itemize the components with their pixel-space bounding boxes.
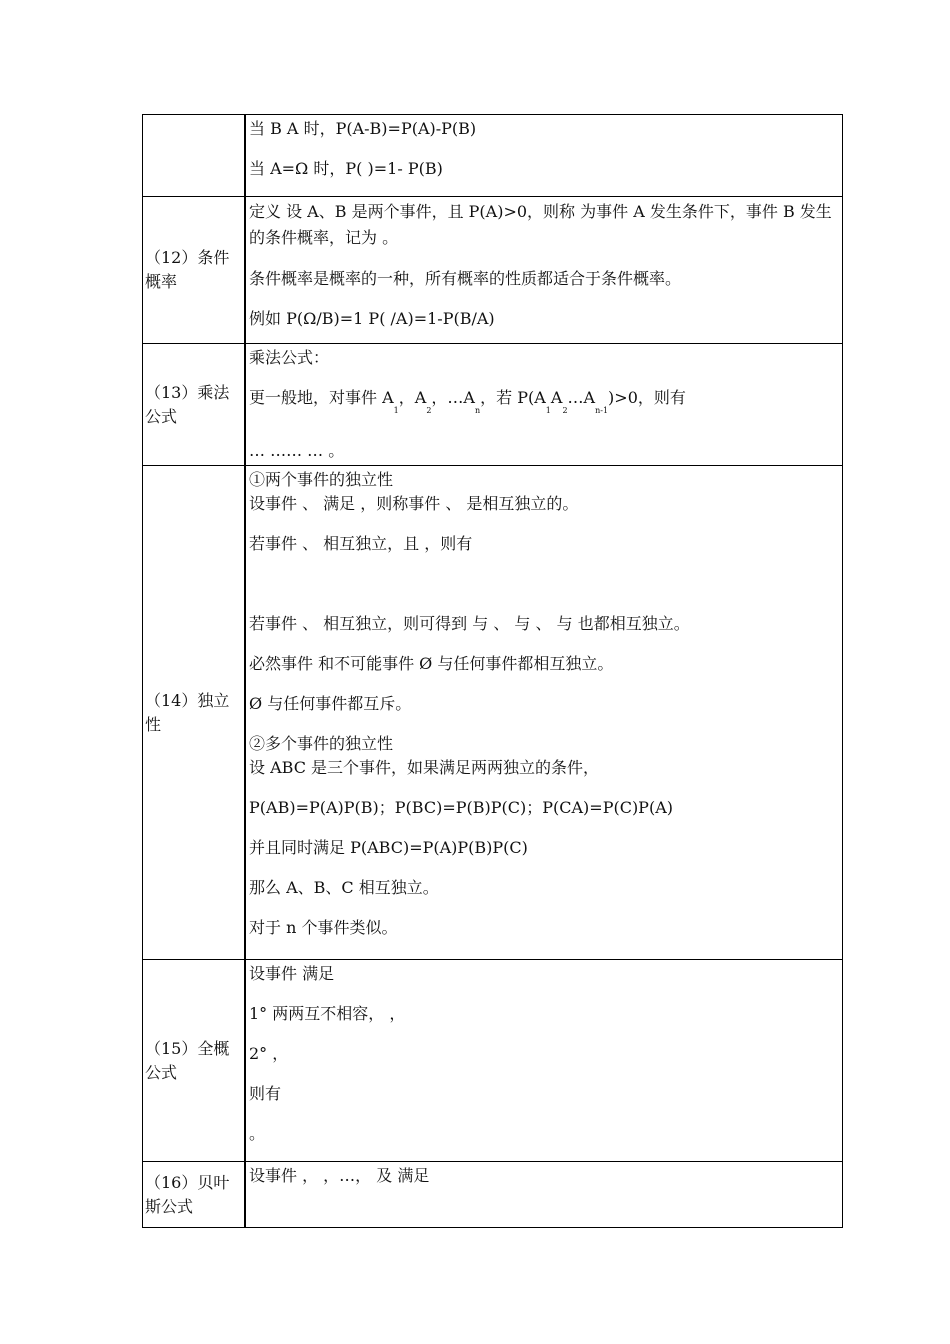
text-line: 定义 设 A、B 是两个事件，且 P(A)>0，则称 为事件 A 发生条件下，事件 B 发生的条件概率，记为 。 [249,202,832,247]
text-line: 条件概率是概率的一种，所有概率的性质都适合于条件概率。 [249,269,682,288]
table-row [143,960,843,1162]
text-line-multiplication: 更一般地，对事件 $A_1$，$A_2$，$\dots A_n$，若 $P(A_1A_2\dots A_{n-1})>0$，则有 [249,388,686,415]
row-label: （16）贝叶斯公式 [143,1162,246,1228]
text-line: 当 A=Ω 时，P( )=1- P(B) [249,159,443,178]
row-content [245,1162,843,1228]
text-line: 设事件 ， ，…， 及 满足 [249,1166,430,1185]
text-line: 对于 n 个事件类似。 [249,918,398,937]
text-line: Ø 与任何事件都互斥。 [249,694,412,713]
text-line: 设 ABC 是三个事件，如果满足两两独立的条件， [249,758,600,777]
table-row [143,1162,843,1228]
row-content [245,197,843,344]
text-line: 若事件 、 相互独立，且 ，则有 [249,534,473,553]
text-line: 2° ， [249,1044,289,1063]
text-line: P(AB)=P(A)P(B)；P(BC)=P(B)P(C)；P(CA)=P(C)P(A) [249,798,673,817]
text-line: ②多个事件的独立性 [249,734,394,753]
text-line: 例如 P(Ω/B)=1 P( /A)=1-P(B/A) [249,309,495,328]
table-row [143,115,843,197]
row-label: （14）独立性 [143,466,246,960]
text-line: 并且同时满足 P(ABC)=P(A)P(B)P(C) [249,838,528,857]
table-row [143,197,843,344]
text-line: 则有 [249,1084,282,1103]
table-row [143,344,843,466]
row-content [245,466,843,960]
row-label [143,115,246,197]
text-line: 设事件 满足 [249,964,335,983]
text-line: 必然事件 和不可能事件 Ø 与任何事件都相互独立。 [249,654,614,673]
text-line: 。 [249,1124,266,1143]
text-line: 设事件 、 满足 ，则称事件 、 是相互独立的。 [249,494,579,513]
text-line: 若事件 、 相互独立，则可得到 与 、 与 、 与 也都相互独立。 [249,614,690,633]
row-content [245,115,843,197]
text-line: 乘法公式： [249,348,330,367]
row-label: （15）全概公式 [143,960,246,1162]
text-line: 1° 两两互不相容， ， [249,1004,406,1023]
text-line: ①两个事件的独立性 [249,470,394,489]
row-content [245,960,843,1162]
row-label: （12）条件概率 [143,197,246,344]
text-line: 那么 A、B、C 相互独立。 [249,878,439,897]
text-line: … …… … 。 [249,441,345,460]
row-label: （13）乘法公式 [143,344,246,466]
formula-table [142,114,843,1228]
row-content [245,344,843,466]
text-line: 当 B A 时，P(A-B)=P(A)-P(B) [249,119,477,138]
table-row [143,466,843,960]
